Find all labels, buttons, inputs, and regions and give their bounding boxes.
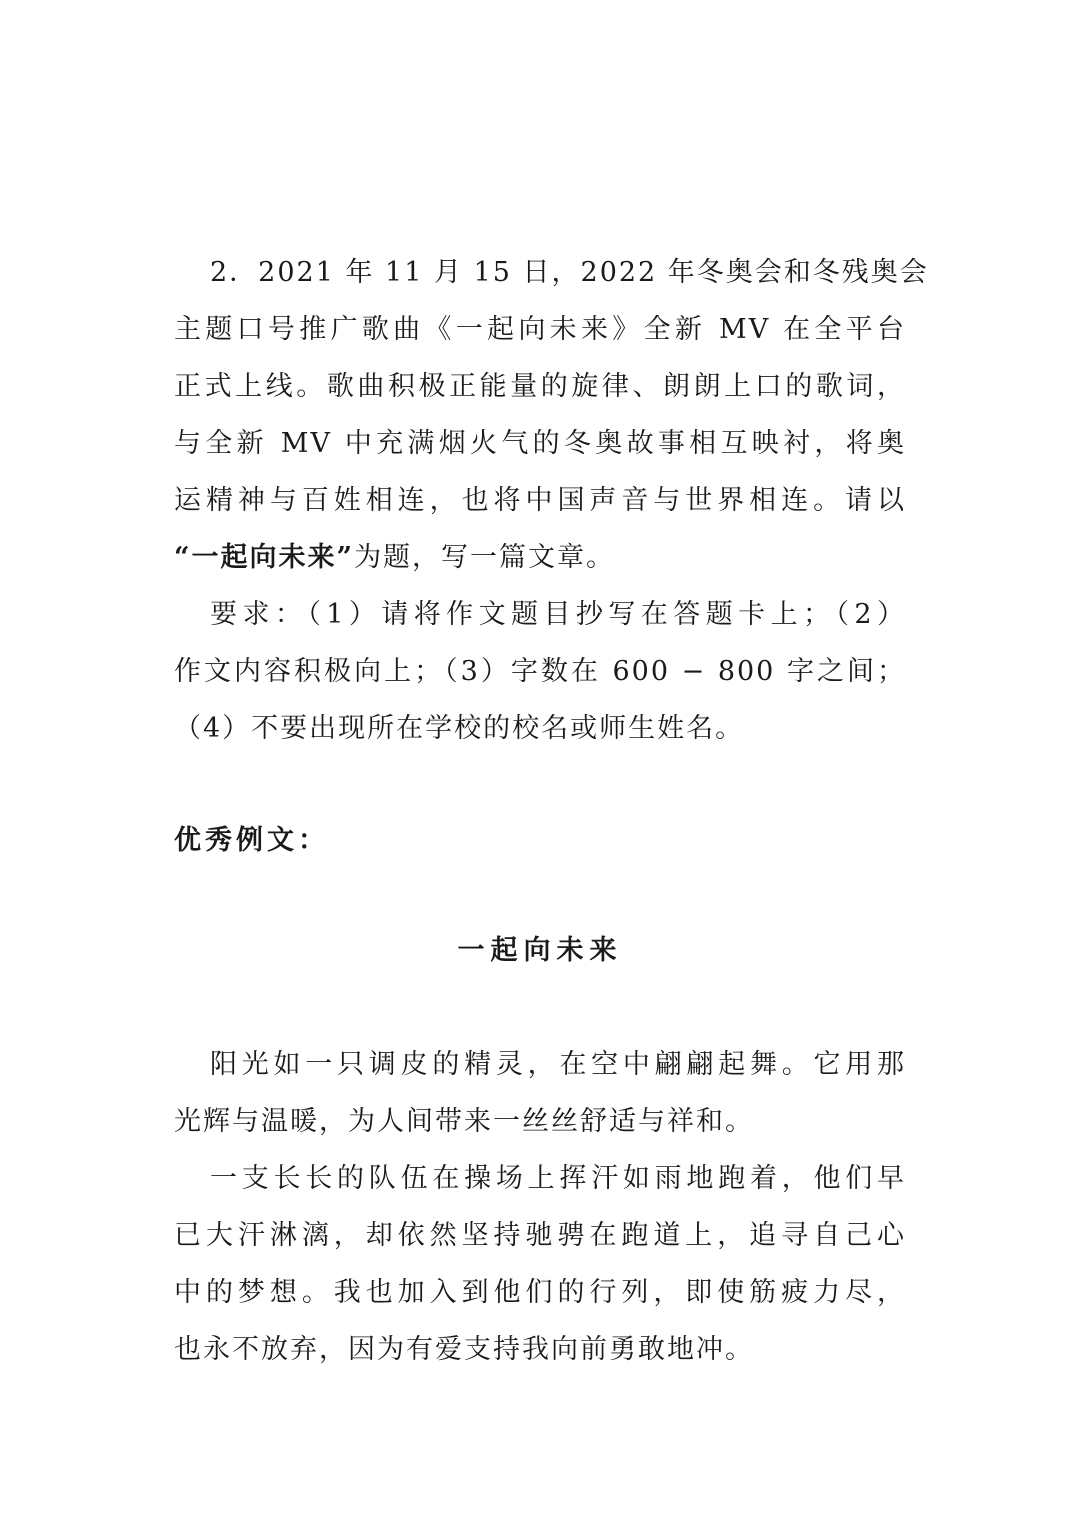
- essay-requirements: [174, 586, 906, 757]
- prompt-line-3: 正式上线。歌曲积极正能量的旋律、朗朗上口的歌词，: [174, 371, 906, 402]
- prompt-line-2: 主题口号推广歌曲《一起向未来》全新 MV 在全平台: [174, 314, 906, 345]
- paragraph1-line-1: 阳光如一只调皮的精灵，在空中翩翩起舞。它用那: [210, 1049, 906, 1080]
- paragraph2-line-1: 一支长长的队伍在操场上挥汗如雨地跑着，他们早: [210, 1163, 906, 1194]
- prompt-line-5: 运精神与百姓相连，也将中国声音与世界相连。请以: [174, 485, 906, 516]
- paragraph2-line-2: 已大汗淋漓，却依然坚持驰骋在跑道上，追寻自己心: [174, 1220, 906, 1251]
- prompt-line-4: 与全新 MV 中充满烟火气的冬奥故事相互映衬，将奥: [174, 428, 906, 459]
- prompt-topic-quote: “一起向未来”: [174, 542, 355, 573]
- example-label: 优秀例文：: [174, 825, 329, 856]
- prompt-line-1: 2．2021 年 11 月 15 日，2022 年冬奥会和冬残奥会: [210, 257, 929, 288]
- essay-title: 一起向未来: [457, 935, 623, 966]
- essay-paragraph-1: [174, 1036, 906, 1150]
- paragraph2-line-3: 中的梦想。我也加入到他们的行列，即使筋疲力尽，: [174, 1277, 906, 1308]
- prompt-line-6: [174, 529, 906, 586]
- paragraph2-line-4: 也永不放弃，因为有爱支持我向前勇敢地冲。: [174, 1334, 754, 1365]
- essay-prompt: [174, 244, 929, 586]
- essay-paragraph-2: [174, 1150, 906, 1378]
- paragraph1-line-2: 光辉与温暖，为人间带来一丝丝舒适与祥和。: [174, 1106, 754, 1137]
- requirements-line-1: 要求：（1）请将作文题目抄写在答题卡上；（2）: [210, 599, 906, 630]
- requirements-line-3: （4）不要出现所在学校的校名或师生姓名。: [174, 713, 745, 744]
- requirements-line-2: 作文内容积极向上；（3）字数在 600 − 800 字之间；: [174, 656, 906, 687]
- prompt-topic-tail: 为题，写一篇文章。: [354, 542, 616, 573]
